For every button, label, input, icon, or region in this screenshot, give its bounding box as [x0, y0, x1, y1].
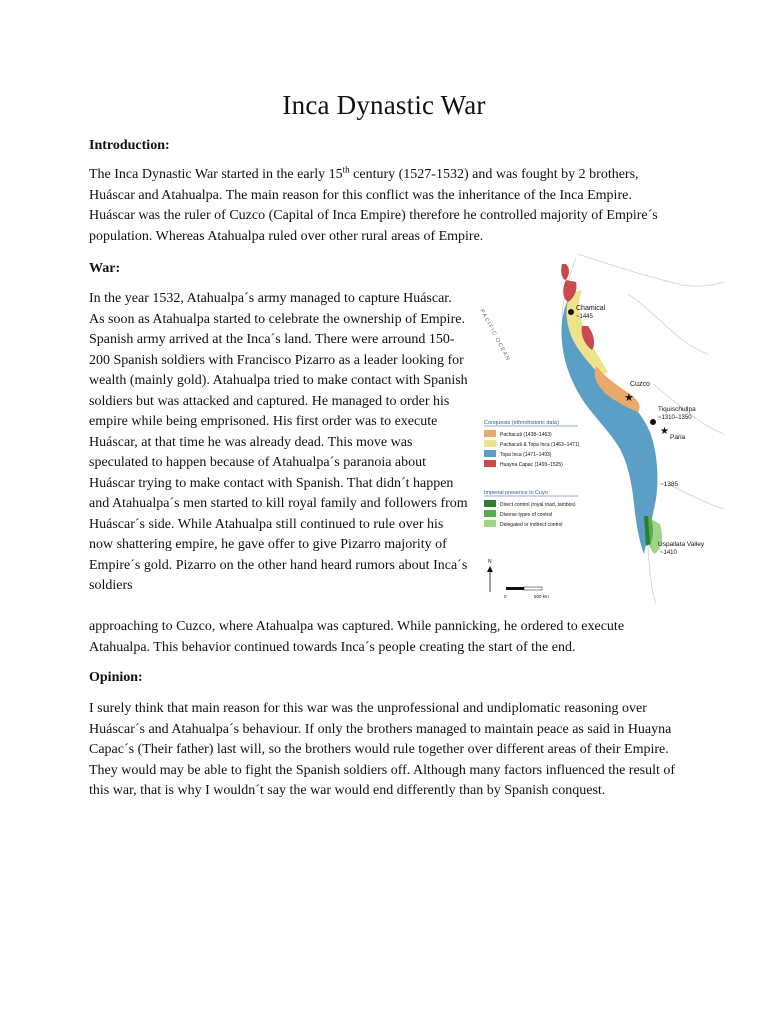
introduction-heading: Introduction:: [89, 138, 170, 153]
document-title: Inca Dynastic War: [282, 90, 486, 120]
introduction-text-start: The Inca Dynastic War started in the early 15: [89, 167, 343, 182]
paria-label: Paria: [670, 434, 686, 441]
legend-label-delegated: Delegated or indirect control: [500, 522, 563, 528]
legend-swatch-topa-inca: [484, 450, 496, 457]
inca-empire-map: [478, 254, 724, 606]
north-label: N: [488, 559, 492, 565]
legend-label-pachacuti: Pachacuti (1438–1463): [500, 432, 552, 438]
north-arrow-icon: [487, 559, 493, 592]
legend-swatch-delegated: [484, 520, 496, 527]
legend-label-huayna-capac: Huayna Capac (1493–1525): [500, 462, 563, 468]
legend-presence-title: Imperial presence in Cuyo: [484, 490, 548, 496]
uspallata-date: ~1410: [660, 550, 677, 556]
legend-label-direct: Direct control (royal road, tambos): [500, 502, 576, 508]
legend-label-pachacuti-topa: Pachacuti & Topa Inca (1463–1471): [500, 442, 580, 448]
legend-conquests-title: Conquests (ethnohistoric data): [484, 420, 559, 426]
tiquischullpa-date: ~1310–1350: [658, 415, 692, 421]
legend-swatch-pachacuti: [484, 430, 496, 437]
opinion-heading: Opinion:: [89, 670, 143, 685]
legend-presence: [484, 490, 578, 528]
date-1385-label: ~1385: [660, 481, 679, 488]
scale-bar: [504, 587, 549, 599]
introduction-paragraph: [89, 165, 679, 247]
cuzco-label: Cuzco: [630, 381, 650, 388]
legend-swatch-diverse: [484, 510, 496, 517]
paria-star-icon: ★: [660, 426, 669, 437]
introduction-text-end: century (1527-1532) and was fought by 2 brothers, Huáscar and Atahualpa. The main reason for this conflict was the inheritance of the Inca Empire. Huáscar was the ruler of Cuzco (Capital of Inca Empire) therefore he controlled majority of Empire´s population. Whereas Atahualpa ruled over other rural areas of Empire.: [89, 167, 658, 244]
legend-swatch-huayna-capac: [484, 460, 496, 467]
uspallata-label: Uspallata Valley: [658, 541, 705, 548]
chamical-label: Chamical: [576, 305, 606, 312]
legend-swatch-pachacuti-topa: [484, 440, 496, 447]
legend-label-topa-inca: Topa Inca (1471–1493): [500, 452, 552, 458]
chamical-date: ~1445: [576, 314, 593, 320]
ocean-label: PACIFIC OCEAN: [478, 308, 511, 363]
territory-huayna-capac-north-tip: [561, 264, 569, 280]
legend-conquests: [484, 420, 580, 468]
chamical-marker: [568, 309, 574, 315]
cuzco-star-icon: ★: [624, 392, 634, 404]
legend-swatch-direct: [484, 500, 496, 507]
tiquischullpa-label: Tiquischullpa: [658, 406, 696, 413]
war-paragraph-wrapped: In the year 1532, Atahualpa´s army managed to capture Huáscar. As soon as Atahualpa started to celebrate the ownership of Empire. Spanish army arrived at the Inca´s land. There were arround 150-200 Spanish soldiers with Francisco Pizarro as a leader looking for wealth (mainly gold). Atahualpa tried to make contact with Spanish soldiers but was attacked and captured. He managed to order his empire while being emprisoned. His first order was to execute Huáscar, at that time he was already dead. This move was speculated to happen because of Atahualpa´s paranoia about Huáscar trying to make contact with Spanish. That didn´t happen and Atahualpa´s men started to kill royal family and followers from Huáscar´s side. While Atahualpa still continued to rule over his now shattering empire, he gave offer to give Pizarro majority of Empire´s gold. Pizarro on the other hand heard rumors about Inca´s soldiers: [89, 291, 468, 593]
opinion-paragraph: I surely think that main reason for this war was the unprofessional and undiplomatic reasoning over Huáscar´s and Atahualpa´s behaviour. If only the brothers managed to maintain peace as said in Huayna Capac´s (Their father) last will, so the brothers would rule together over different areas of their Empire. They would may be able to fight the Spanish soldiers off. Although many factors influenced the result of this war, that is why I wouldn´t say the war would end differently than by Spanish conquest.: [89, 701, 676, 798]
war-heading: War:: [89, 261, 121, 276]
map-figure: [478, 254, 724, 606]
war-paragraph-continued: approaching to Cuzco, where Atahualpa was captured. While pannicking, he ordered to execute Atahualpa. This behavior continued towards Inca´s people creating the start of the end.: [89, 619, 625, 655]
introduction-superscript: th: [342, 164, 350, 175]
tiquischullpa-marker: [650, 419, 656, 425]
scale-zero-label: 0: [504, 594, 507, 599]
scale-km-label: 500 km: [534, 594, 549, 599]
legend-label-diverse: Diverse types of control: [500, 512, 553, 518]
